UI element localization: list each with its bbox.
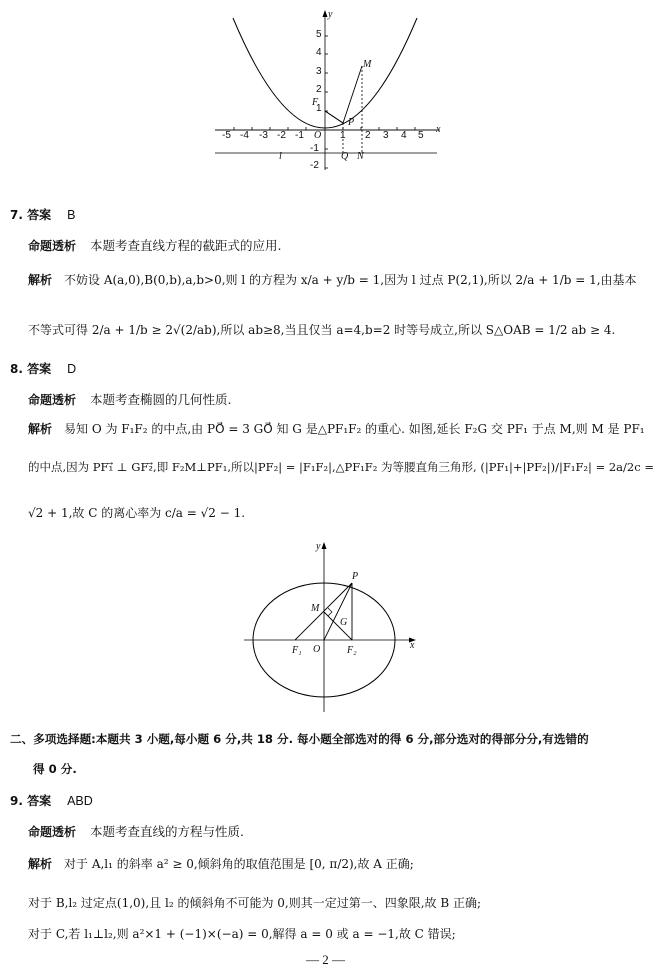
- q9-solution-line3: 对于 C,若 l₁⊥l₂,则 a²×1 + (−1)×(−a) = 0,解得 a = 0 或 a = −1,故 C 错误;: [28, 927, 456, 941]
- q8-sol-label: 解析: [28, 422, 53, 436]
- q7-tip: [28, 236, 281, 254]
- fig1-x-tick: 3: [383, 130, 389, 141]
- fig1-y-tick: 5: [316, 29, 322, 40]
- q9-sol-text1: 对于 A,l₁ 的斜率 a² ≥ 0,倾斜角的取值范围是 [0, π/2),故 A 正确;: [64, 857, 414, 871]
- fig1-point-Q: Q: [341, 151, 349, 162]
- fig1-x-label: x: [436, 124, 441, 135]
- fig1-point-N: N: [357, 151, 364, 162]
- fig1-line-l: l: [279, 151, 282, 162]
- fig2-point-P: P: [352, 571, 359, 582]
- fig1-point-P: P: [348, 117, 355, 128]
- q9-solution-line2: 对于 B,l₂ 过定点(1,0),且 l₂ 的倾斜角不可能为 0,则其一定过第一、四象限,故 B 正确;: [28, 896, 482, 910]
- q7-tip-text: 本题考查直线方程的截距式的应用.: [90, 238, 282, 253]
- q8-solution-line3: [28, 504, 245, 521]
- q9-answer: ABD: [67, 794, 93, 808]
- q9-solution-line1: [28, 855, 414, 872]
- q9-header-num: 9. 答案: [10, 794, 52, 808]
- fig2-y-label: y: [316, 541, 321, 552]
- q9-header: [10, 792, 93, 809]
- fig2-point-F1: F₁: [292, 645, 302, 656]
- parabola-figure: [215, 8, 440, 178]
- q8-tip: [28, 390, 231, 408]
- fig1-point-M: M: [363, 59, 372, 70]
- q7-header: [10, 206, 75, 223]
- fig1-x-tick: -4: [240, 130, 249, 141]
- q9-tip-text: 本题考查直线的方程与性质.: [90, 824, 244, 839]
- q7-solution-line2: [28, 321, 615, 338]
- section2-title-line2: 得 0 分.: [33, 762, 77, 776]
- fig1-x-tick: -3: [259, 130, 268, 141]
- fig1-point-F: F: [312, 97, 319, 108]
- q7-sol-text2: 不等式可得 2/a + 1/b ≥ 2√(2/ab),所以 ab≥8,当且仅当 a=4,b=2 时等号成立,所以 S△OAB = 1/2 ab ≥ 4.: [28, 323, 616, 337]
- fig1-x-tick: 4: [401, 130, 407, 141]
- fig1-x-tick: -5: [222, 130, 231, 141]
- fig1-y-tick: -1: [310, 143, 319, 154]
- fig2-origin: O: [313, 644, 321, 655]
- fig1-x-tick: 5: [418, 130, 424, 141]
- q9-sol-label: 解析: [28, 857, 53, 871]
- q8-solution-line2: [28, 459, 654, 475]
- q8-header: [10, 360, 76, 377]
- q7-sol-label: 解析: [28, 273, 53, 287]
- fig1-y-tick: 2: [316, 84, 322, 95]
- q8-answer: D: [67, 362, 77, 376]
- q8-tip-label: 命题透析: [28, 393, 77, 407]
- fig1-x-tick: -1: [295, 130, 304, 141]
- q7-tip-label: 命题透析: [28, 239, 77, 253]
- q9-tip-label: 命题透析: [28, 825, 77, 839]
- fig1-y-tick: 4: [316, 47, 322, 58]
- q8-tip-text: 本题考查椭圆的几何性质.: [90, 392, 232, 407]
- q8-solution-line1: [28, 420, 645, 437]
- section2-title-line1: 二、多项选择题:本题共 3 小题,每小题 6 分,共 18 分. 每小题全部选对的得 6 分,部分选对的得部分分,有选错的: [10, 732, 589, 746]
- q7-sol-text1: 不妨设 A(a,0),B(0,b),a,b>0,则 l 的方程为 x/a + y/b = 1,因为 l 过点 P(2,1),所以 2/a + 1/b = 1,由基本: [64, 273, 637, 287]
- q8-header-num: 8. 答案: [10, 362, 52, 376]
- fig2-x-label: x: [410, 640, 415, 651]
- fig1-y-tick: 1: [316, 103, 322, 114]
- q8-sol-text1: 易知 O 为 F₁F₂ 的中点,由 PO⃗ = 3 GO⃗ 知 G 是△PF₁F₂ 的重心. 如图,延长 F₂G 交 PF₁ 于点 M,则 M 是 PF₁: [64, 422, 645, 436]
- q8-sol-text3: √2 + 1,故 C 的离心率为 c/a = √2 − 1.: [28, 506, 246, 520]
- fig1-origin-label: O: [314, 130, 322, 141]
- q8-sol-text2: 的中点,因为 PF₁⃗ ⊥ GF₂⃗,即 F₂M⊥PF₁,所以|PF₂| = |F₁F₂|,△PF₁F₂ 为等腰直角三角形, (|PF₁|+|PF₂|)/|F₁F₂| = 2a/2c =: [28, 460, 654, 474]
- fig1-y-label: y: [328, 9, 333, 20]
- fig1-y-tick: -2: [310, 160, 319, 171]
- fig2-point-F2: F₂: [347, 645, 357, 656]
- page-number: — 2 —: [306, 952, 345, 967]
- q7-header-num: 7. 答案: [10, 208, 52, 222]
- fig1-x-tick: -2: [277, 130, 286, 141]
- fig2-point-M: M: [311, 603, 320, 614]
- fig1-x-tick: 2: [365, 130, 371, 141]
- fig1-x-tick: 1: [340, 130, 346, 141]
- fig1-y-tick: 3: [316, 66, 322, 77]
- ellipse-figure: [240, 540, 420, 715]
- q7-solution-line1: [28, 271, 658, 288]
- q7-answer: B: [67, 208, 76, 222]
- fig2-point-G: G: [340, 617, 348, 628]
- q9-tip: [28, 822, 244, 840]
